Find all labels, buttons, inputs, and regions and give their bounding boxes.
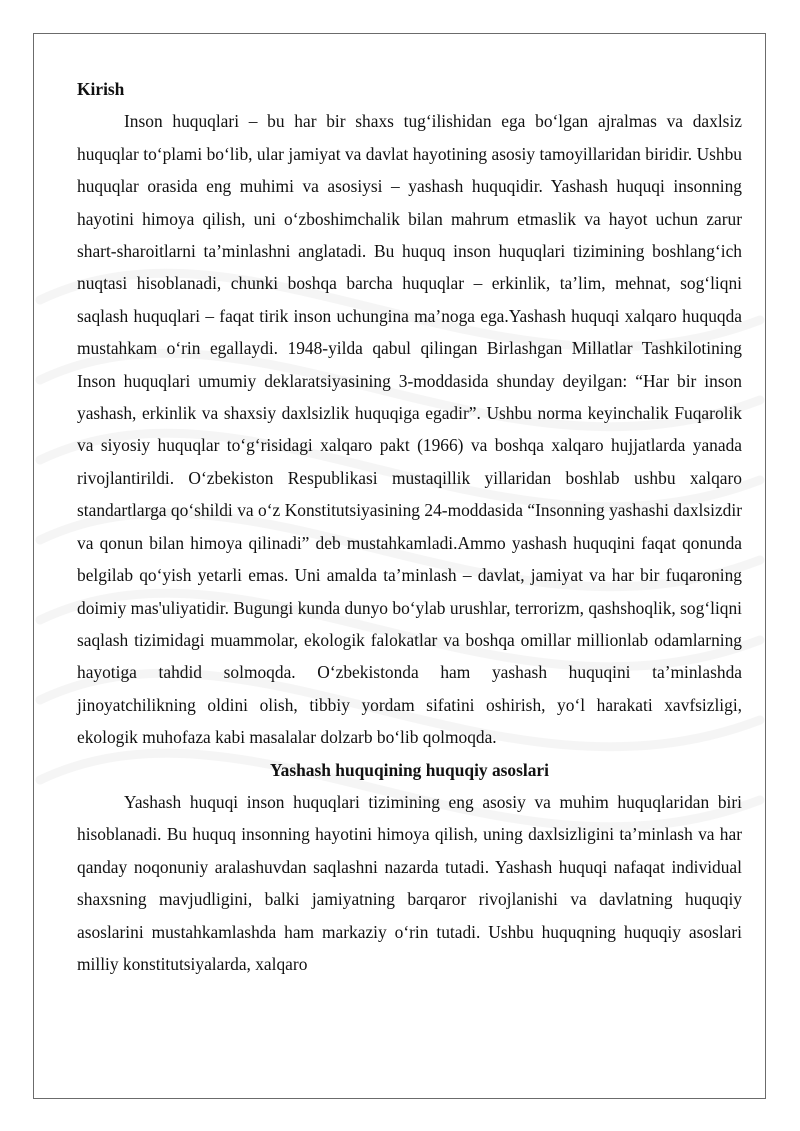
section-title-intro: Kirish <box>77 79 125 99</box>
document-body <box>77 73 742 980</box>
legal-basis-paragraph: Yashash huquqi inson huquqlari tizimining eng asosiy va muhim huquqlaridan biri hisoblanadi. Bu huquq insonning hayotini himoya qilish, uning daxlsizligini ta’minlash va har qanday noqonuniy aralashuvdan saqlashni nazarda tutadi. Yashash huquqi nafaqat individual shaxsning mavjudligini, balki jamiyatning barqaror rivojlanishi va davlatning huquqiy asoslarini mustahkamlashda ham markaziy o‘rin tutadi. Ushbu huquqning huquqiy asoslari milliy konstitutsiyalarda, xalqaro <box>77 791 742 974</box>
section-title-legal-basis: Yashash huquqining huquqiy asoslari <box>270 759 549 780</box>
intro-paragraph: Inson huquqlari – bu har bir shaxs tug‘ilishidan ega bo‘lgan ajralmas va daxlsiz huquqlar to‘plami bo‘lib, ular jamiyat va davlat hayotining asosiy tamoyillaridan biridir. Ushbu huquqlar orasida eng muhimi va asosiysi – yashash huquqidir. Yashash huquqi insonning hayotini himoya qilish, uni o‘zboshimchalik bilan mahrum etmaslik va hayot uchun zarur shart-sharoitlarni ta’minlashni anglatadi. Bu huquq inson huquqlari tizimining boshlang‘ich nuqtasi hisoblanadi, chunki boshqa barcha huquqlar – erkinlik, ta’lim, mehnat, sog‘liqni saqlash huquqlari – faqat tirik inson uchungina ma’noga ega.Yashash huquqi xalqaro huquqda mustahkam o‘rin egallaydi. 1948-yilda qabul qilingan Birlashgan Millatlar Tashkilotining Inson huquqlari umumiy deklaratsiyasining 3-moddasida shunday deyilgan: “Har bir inson yashash, erkinlik va shaxsiy daxlsizlik huquqiga egadir”. Ushbu norma keyinchalik Fuqarolik va siyosiy huquqlar to‘g‘risidagi xalqaro pakt (1966) va boshqa xalqaro hujjatlarda yanada rivojlantirildi. O‘zbekiston Respublikasi mustaqillik yillaridan boshlab ushbu xalqaro standartlarga qo‘shildi va o‘z Konstitutsiyasining 24-moddasida “Insonning yashashi daxlsizdir va qonun bilan himoya qilinadi” deb mustahkamladi.Ammo yashash huquqini faqat qonunda belgilab qo‘yish yetarli emas. Uni amalda ta’minlash – davlat, jamiyat va har bir fuqaroning doimiy mas'uliyatidir. Bugungi kunda dunyo bo‘ylab urushlar, terrorizm, qashshoqlik, sog‘liqni saqlash tizimidagi muammolar, ekologik falokatlar va boshqa omillar millionlab odamlarning hayotiga tahdid solmoqda. O‘zbekistonda ham yashash huquqini ta’minlashda jinoyatchilikning oldini olish, tibbiy yordam sifatini oshirish, yo‘l harakati xavfsizligi, ekologik muhofaza kabi masalalar dolzarb bo‘lib qolmoqda. <box>77 111 742 748</box>
